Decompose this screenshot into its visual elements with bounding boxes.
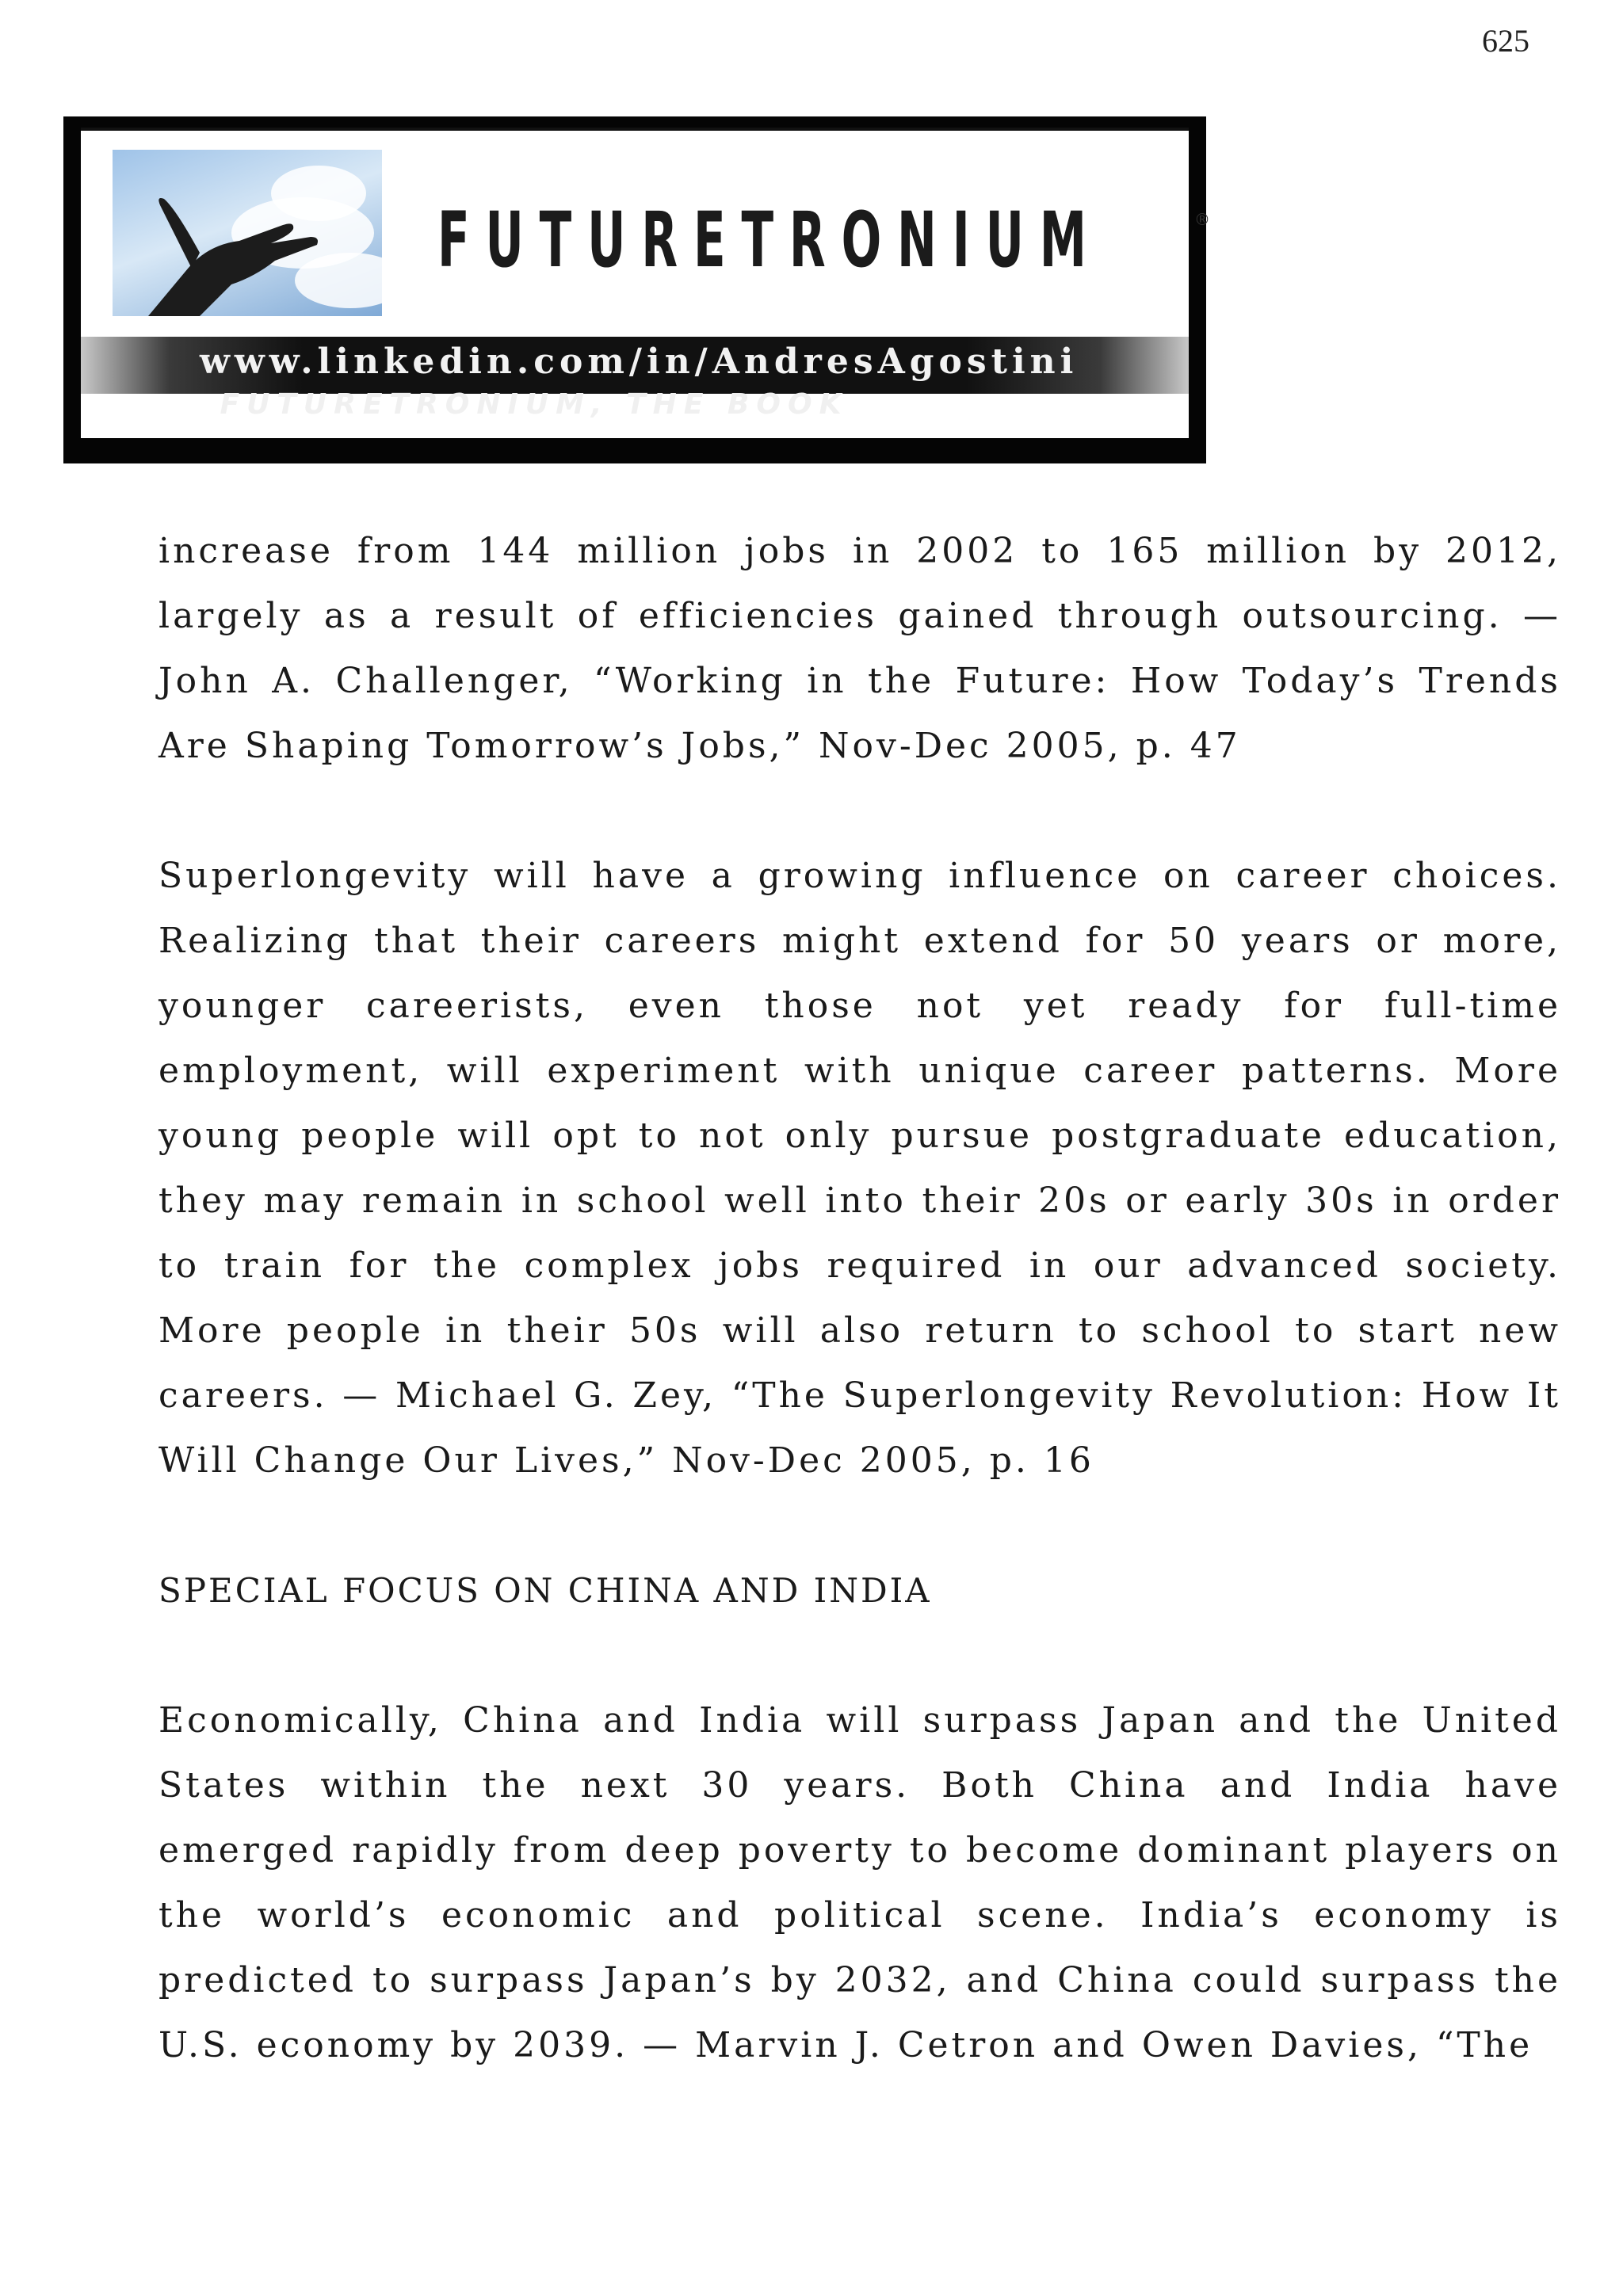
registered-mark: ®	[1194, 210, 1210, 229]
hand-in-sky-image	[113, 150, 382, 316]
page-number: 625	[1482, 23, 1529, 59]
brand-title: FUTURETRONIUM	[437, 196, 1102, 284]
banner-subtitle: FUTURETRONIUM, THE BOOK	[220, 388, 849, 421]
paragraph-cetron-quote: Economically, China and India will surpass Japan and the United States within the next 30 years. Both China and India have emerged rapidly from deep poverty to become dominant players on the world’s economic and political scene. India’s economy is predicted to surpass Japan’s by 2032, and China could surpass the U.S. economy by 2039. — Marvin J. Cetron and Owen Davies, “The	[158, 1700, 1561, 2065]
section-heading: SPECIAL FOCUS ON CHINA AND INDIA	[158, 1571, 932, 1610]
banner-url: www.linkedin.com/in/AndresAgostini	[200, 341, 1079, 382]
paragraph-zey-quote: Superlongevity will have a growing influence on career choices. Realizing that their careers might extend for 50 years or more, younger careerists, even those not yet ready for full-time employment, will experiment with unique career patterns. More young people will opt to not only pursue postgraduate education, they may remain in school well into their 20s or early 30s in order to train for the complex jobs required in our advanced society. More people in their 50s will also return to school to start new careers. — Michael G. Zey, “The Superlongevity Revolution: How It Will Change Our Lives,” Nov-Dec 2005, p. 16	[158, 856, 1561, 1481]
paragraph-challenger-quote: increase from 144 million jobs in 2002 to 165 million by 2012, largely as a result of efficiencies gained through outsourcing. — John A. Challenger, “Working in the Future: How Today’s Trends Are Shaping Tomorrow’s Jobs,” Nov-Dec 2005, p. 47	[158, 531, 1561, 766]
page-content	[158, 519, 1561, 2143]
hand-icon	[113, 150, 382, 316]
